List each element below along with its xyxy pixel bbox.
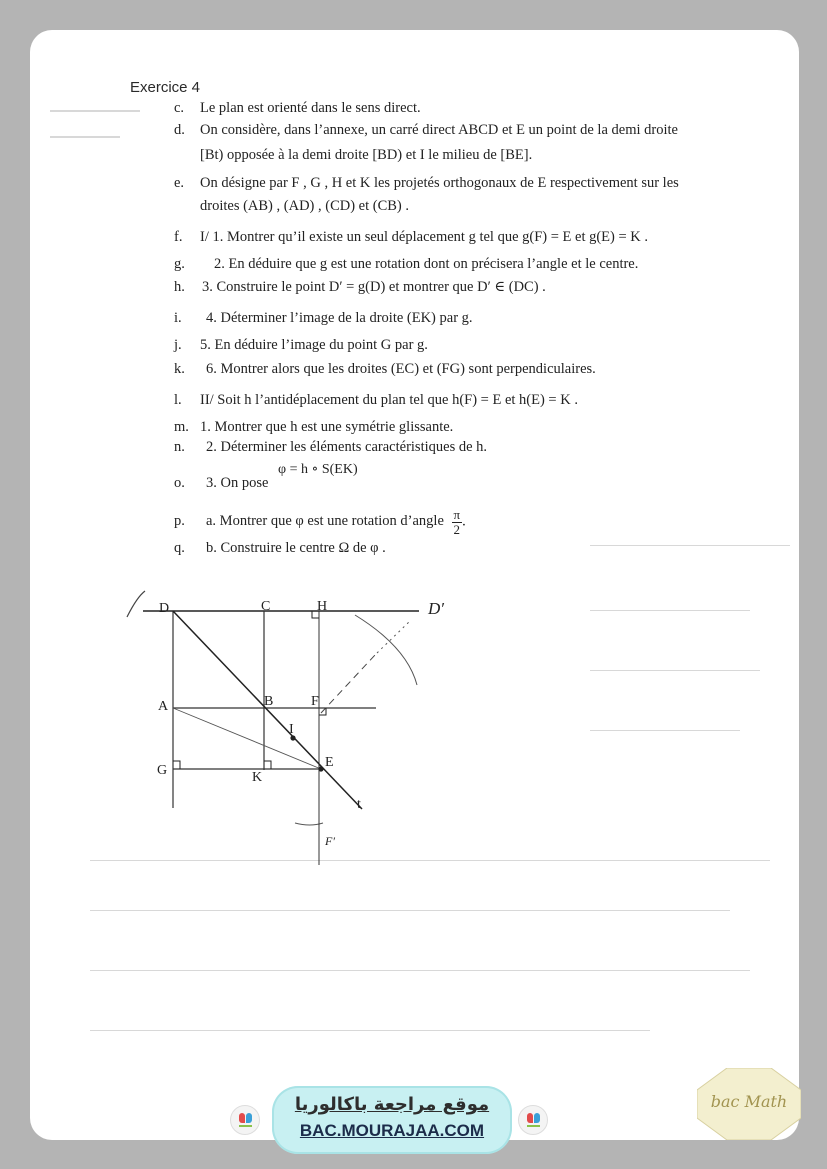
item-text: 3. Construire le point D′ = g(D) et montrer que D′ ∈ (DC) .	[202, 279, 546, 295]
item-text: b. Construire le centre Ω de φ .	[206, 540, 386, 556]
list-item	[174, 475, 268, 492]
item-text: On considère, dans l’annexe, un carré direct ABCD et E un point de la demi droite	[200, 122, 678, 138]
item-letter: h.	[174, 279, 185, 295]
show-through-line	[50, 136, 120, 138]
item-letter: i.	[174, 310, 182, 326]
exercise-title: Exercice 4	[130, 79, 201, 96]
list-item	[174, 122, 678, 139]
list-item	[174, 337, 428, 354]
list-item	[174, 175, 679, 192]
label-B: B	[264, 694, 274, 709]
site-banner[interactable]	[272, 1086, 512, 1154]
item-text: Le plan est orienté dans le sens direct.	[200, 100, 421, 116]
show-through-line	[590, 730, 740, 731]
item-letter: q.	[174, 540, 185, 556]
list-item	[174, 419, 453, 436]
show-through-line	[90, 970, 750, 971]
right-angle-mark	[173, 761, 180, 769]
show-through-line	[590, 610, 750, 611]
item-text: I/ 1. Montrer qu’il existe un seul déplacement g tel que g(F) = E et g(E) = K .	[200, 229, 649, 245]
list-item-continuation: [Bt) opposée à la demi droite [BD) et I le milieu de [BE].	[200, 147, 533, 163]
bac-math-badge	[697, 1068, 801, 1140]
point-E	[318, 766, 323, 771]
item-text: a. Montrer que φ est une rotation d’angle	[206, 513, 444, 530]
list-item	[174, 361, 596, 378]
angle-denominator: 2	[453, 521, 461, 537]
label-D: D	[159, 601, 170, 616]
construction-arc	[127, 591, 145, 617]
show-through-line	[50, 110, 140, 112]
list-item	[174, 439, 487, 456]
item-letter: f.	[174, 229, 183, 245]
item-text: 6. Montrer alors que les droites (EC) et (FG) sont perpendiculaires.	[206, 361, 596, 377]
list-item	[174, 256, 638, 273]
angle-numerator: π	[453, 507, 461, 522]
item-letter: g.	[174, 256, 185, 272]
list-item-continuation: droites (AB) , (AD) , (CD) et (CB) .	[200, 198, 410, 214]
list-item	[174, 310, 473, 327]
item-letter: j.	[174, 337, 182, 353]
list-item	[174, 100, 421, 117]
site-name-arabic[interactable]: موقع مراجعة باكالوريا	[294, 1094, 490, 1115]
half-line-Dt	[173, 611, 362, 809]
label-C: C	[261, 599, 271, 614]
label-E: E	[325, 755, 334, 770]
list-item	[174, 229, 648, 246]
phi-formula: φ = h ∘ S(EK)	[278, 462, 358, 477]
site-url-link[interactable]: BAC.MOURAJAA.COM	[299, 1121, 485, 1140]
item-letter: k.	[174, 361, 185, 377]
dashed-line	[321, 655, 375, 713]
item-letter: n.	[174, 439, 185, 455]
label-F-prime: F′	[325, 834, 335, 848]
show-through-line	[90, 1030, 650, 1031]
badge-text: bac Math	[710, 1092, 788, 1111]
item-letter: m.	[174, 419, 189, 435]
line-AE	[173, 708, 321, 769]
label-F: F	[311, 694, 319, 709]
item-letter: l.	[174, 392, 182, 408]
show-through-line	[590, 545, 790, 546]
site-logo-icon	[230, 1105, 260, 1135]
site-logo-icon	[518, 1105, 548, 1135]
construction-arc	[355, 615, 417, 685]
item-text: 2. En déduire que g est une rotation dont on précisera l’angle et le centre.	[214, 256, 639, 272]
item-text: On désigne par F , G , H et K les projetés orthogonaux de E respectivement sur les	[200, 175, 679, 191]
item-text: 2. Déterminer les éléments caractéristiques de h.	[206, 439, 488, 455]
item-text: 4. Déterminer l’image de la droite (EK) par g.	[206, 310, 473, 326]
right-angle-mark	[264, 761, 271, 769]
label-A: A	[158, 699, 169, 714]
label-K: K	[252, 770, 263, 785]
item-letter: o.	[174, 475, 185, 491]
label-G: G	[157, 763, 168, 778]
item-text: 5. En déduire l’image du point G par g.	[200, 337, 428, 353]
item-text: 3. On pose	[206, 475, 269, 491]
label-I: I	[289, 722, 294, 737]
list-item: p. a. Montrer que φ est une rotation d’angle $\frac{\pi}{2}$ .	[174, 507, 466, 537]
geometry-figure	[125, 565, 455, 865]
document-page	[30, 30, 799, 1140]
item-letter: d.	[174, 122, 185, 138]
list-item	[174, 279, 546, 296]
list-item	[174, 540, 386, 557]
item-letter: p.	[174, 513, 185, 530]
item-text: 1. Montrer que h est une symétrie glissante.	[200, 419, 454, 435]
item-letter: c.	[174, 100, 185, 116]
label-D-prime: D′	[428, 599, 444, 618]
item-text: II/ Soit h l’antidéplacement du plan tel que h(F) = E et h(E) = K .	[200, 392, 578, 408]
label-H: H	[317, 599, 328, 614]
item-letter: e.	[174, 175, 185, 191]
label-t: t	[357, 797, 361, 812]
angle-fraction	[452, 508, 463, 536]
show-through-line	[590, 670, 760, 671]
dashed-line	[377, 620, 411, 653]
show-through-line	[90, 910, 730, 911]
list-item	[174, 392, 578, 409]
